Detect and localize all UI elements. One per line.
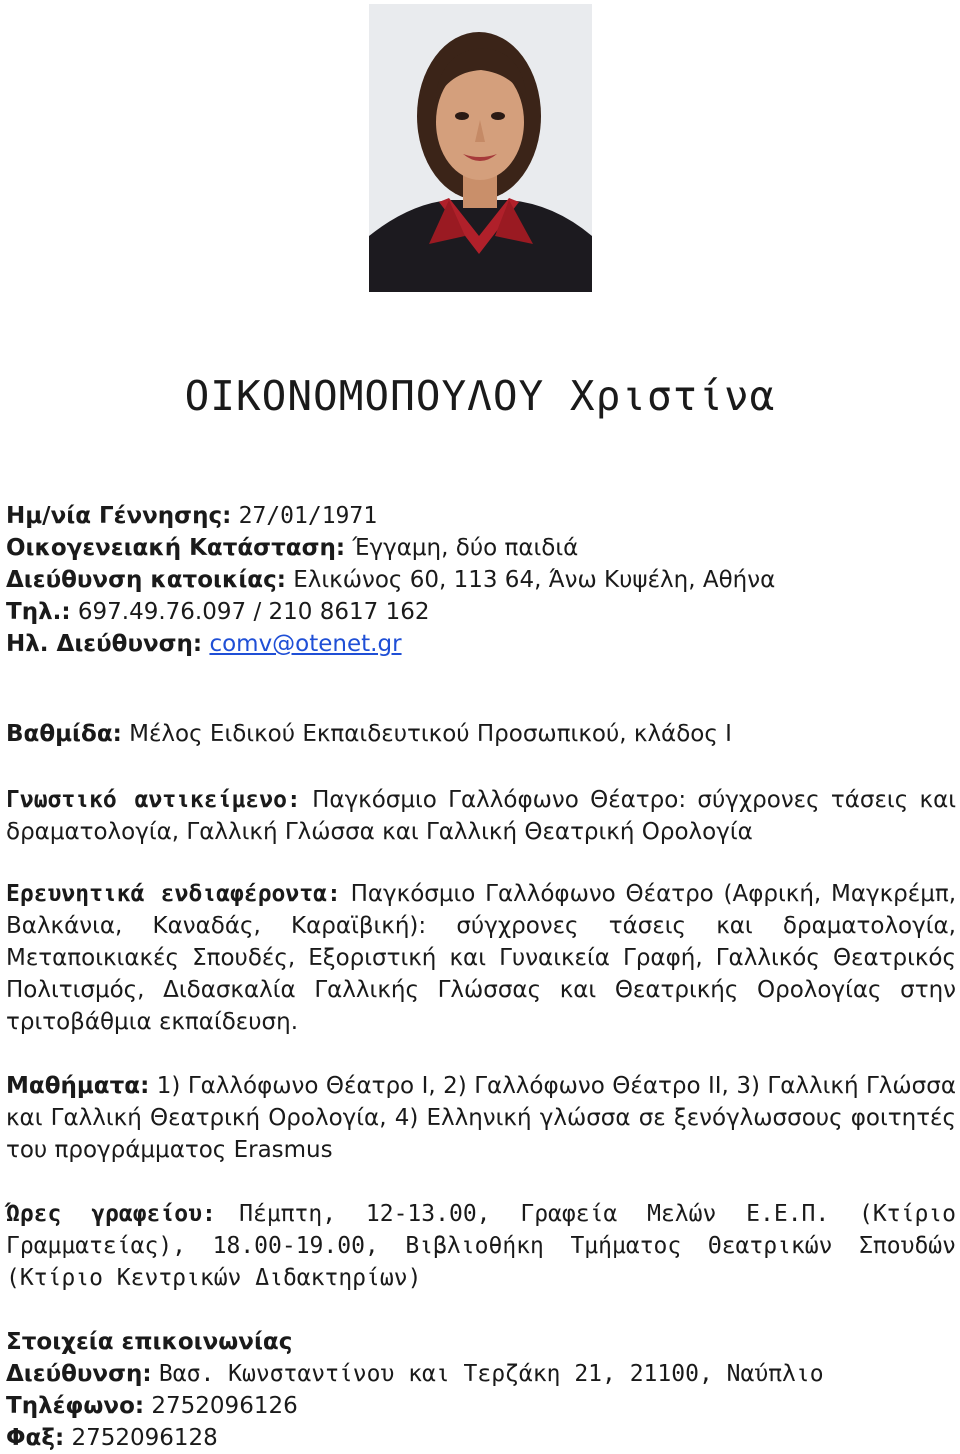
birth-date-value: 27/01/1971	[238, 503, 378, 529]
birth-date-label: Ημ/νία Γέννησης:	[6, 503, 232, 529]
phone-label: Τηλ.:	[6, 599, 71, 625]
contact-address-value: Βασ. Κωνσταντίνου και Τερζάκη 21, 21100, Ναύπλιο	[158, 1361, 824, 1387]
courses-label: Μαθήματα:	[6, 1073, 150, 1099]
office-hours-label: Ώρες γραφείου:	[6, 1201, 216, 1227]
phone-value: 697.49.76.097 / 210 8617 162	[77, 599, 430, 625]
family-status-value: Έγγαμη, δύο παιδιά	[352, 535, 579, 561]
research-value: Παγκόσμιο Γαλλόφωνο Θέατρο (Αφρική, Μαγκρέμπ, Βαλκάνια, Καναδάς, Καραϊβική): σύγχρονες τάσεις και δραματολογία, Μεταποικιακές Σπουδές, Εξοριστική και Γυναικεία Γραφή, Γαλλικός Θεατρικός Πολιτισμός, Διδασκαλία Γαλλικής Γλώσσας και Θεατρικής Ορολογίας στην τριτοβάθμια εκπαίδευση.	[6, 881, 956, 1035]
portrait-illustration	[369, 4, 592, 292]
family-status-line	[6, 532, 956, 564]
contact-section	[6, 1326, 956, 1454]
subject-section	[6, 784, 956, 848]
home-address-value: Ελικώνος 60, 113 64, Άνω Κυψέλη, Αθήνα	[293, 567, 776, 593]
email-line	[6, 628, 956, 660]
contact-address-label: Διεύθυνση:	[6, 1361, 152, 1387]
office-hours-section	[6, 1198, 956, 1294]
contact-phone-value: 2752096126	[151, 1393, 298, 1419]
rank-value: Μέλος Ειδικού Εκπαιδευτικού Προσωπικού, κλάδος Ι	[129, 721, 732, 747]
contact-phone-label: Τηλέφωνο:	[6, 1393, 145, 1419]
rank-label: Βαθμίδα:	[6, 721, 122, 747]
office-hours-value: Πέμπτη, 12-13.00, Γραφεία Μελών Ε.Ε.Π. (Κτίριο Γραμματείας), 18.00-19.00, Βιβλιοθήκη Τμήματος Θεατρικών Σπουδών (Κτίριο Κεντρικών Διδακτηρίων)	[6, 1201, 956, 1291]
contact-fax-line	[6, 1422, 956, 1454]
home-address-label: Διεύθυνση κατοικίας:	[6, 567, 286, 593]
contact-fax-value: 2752096128	[71, 1425, 218, 1451]
subject-label: Γνωστικό αντικείμενο:	[6, 787, 301, 813]
contact-phone-line	[6, 1390, 956, 1422]
family-status-label: Οικογενειακή Κατάσταση:	[6, 535, 346, 561]
contact-fax-label: Φαξ:	[6, 1425, 65, 1451]
person-name-title: ΟΙΚΟΝΟΜΟΠΟΥΛΟΥ Χριστίνα	[184, 372, 776, 420]
research-label: Ερευνητικά ενδιαφέροντα:	[6, 881, 341, 907]
contact-address-line	[6, 1358, 956, 1390]
profile-photo	[369, 4, 592, 292]
email-link[interactable]: comv@otenet.gr	[209, 631, 402, 657]
courses-value: 1) Γαλλόφωνο Θέατρο Ι, 2) Γαλλόφωνο Θέατρο ΙΙ, 3) Γαλλική Γλώσσα και Γαλλική Θεατρική Ορολογία, 4) Ελληνική γλώσσα σε ξενόγλωσσους φοιτητές του προγράμματος Erasmus	[6, 1073, 956, 1163]
phone-line	[6, 596, 956, 628]
personal-details	[6, 500, 956, 660]
contact-heading: Στοιχεία επικοινωνίας	[6, 1329, 293, 1355]
email-label: Ηλ. Διεύθυνση:	[6, 631, 203, 657]
home-address-line	[6, 564, 956, 596]
courses-section	[6, 1070, 956, 1166]
birth-date-line	[6, 500, 956, 532]
subject-value: Παγκόσμιο Γαλλόφωνο Θέατρο: σύγχρονες τάσεις και δραματολογία, Γαλλική Γλώσσα και Γαλλική Θεατρική Ορολογία	[6, 787, 957, 845]
rank-section	[6, 718, 956, 750]
research-section	[6, 878, 956, 1038]
